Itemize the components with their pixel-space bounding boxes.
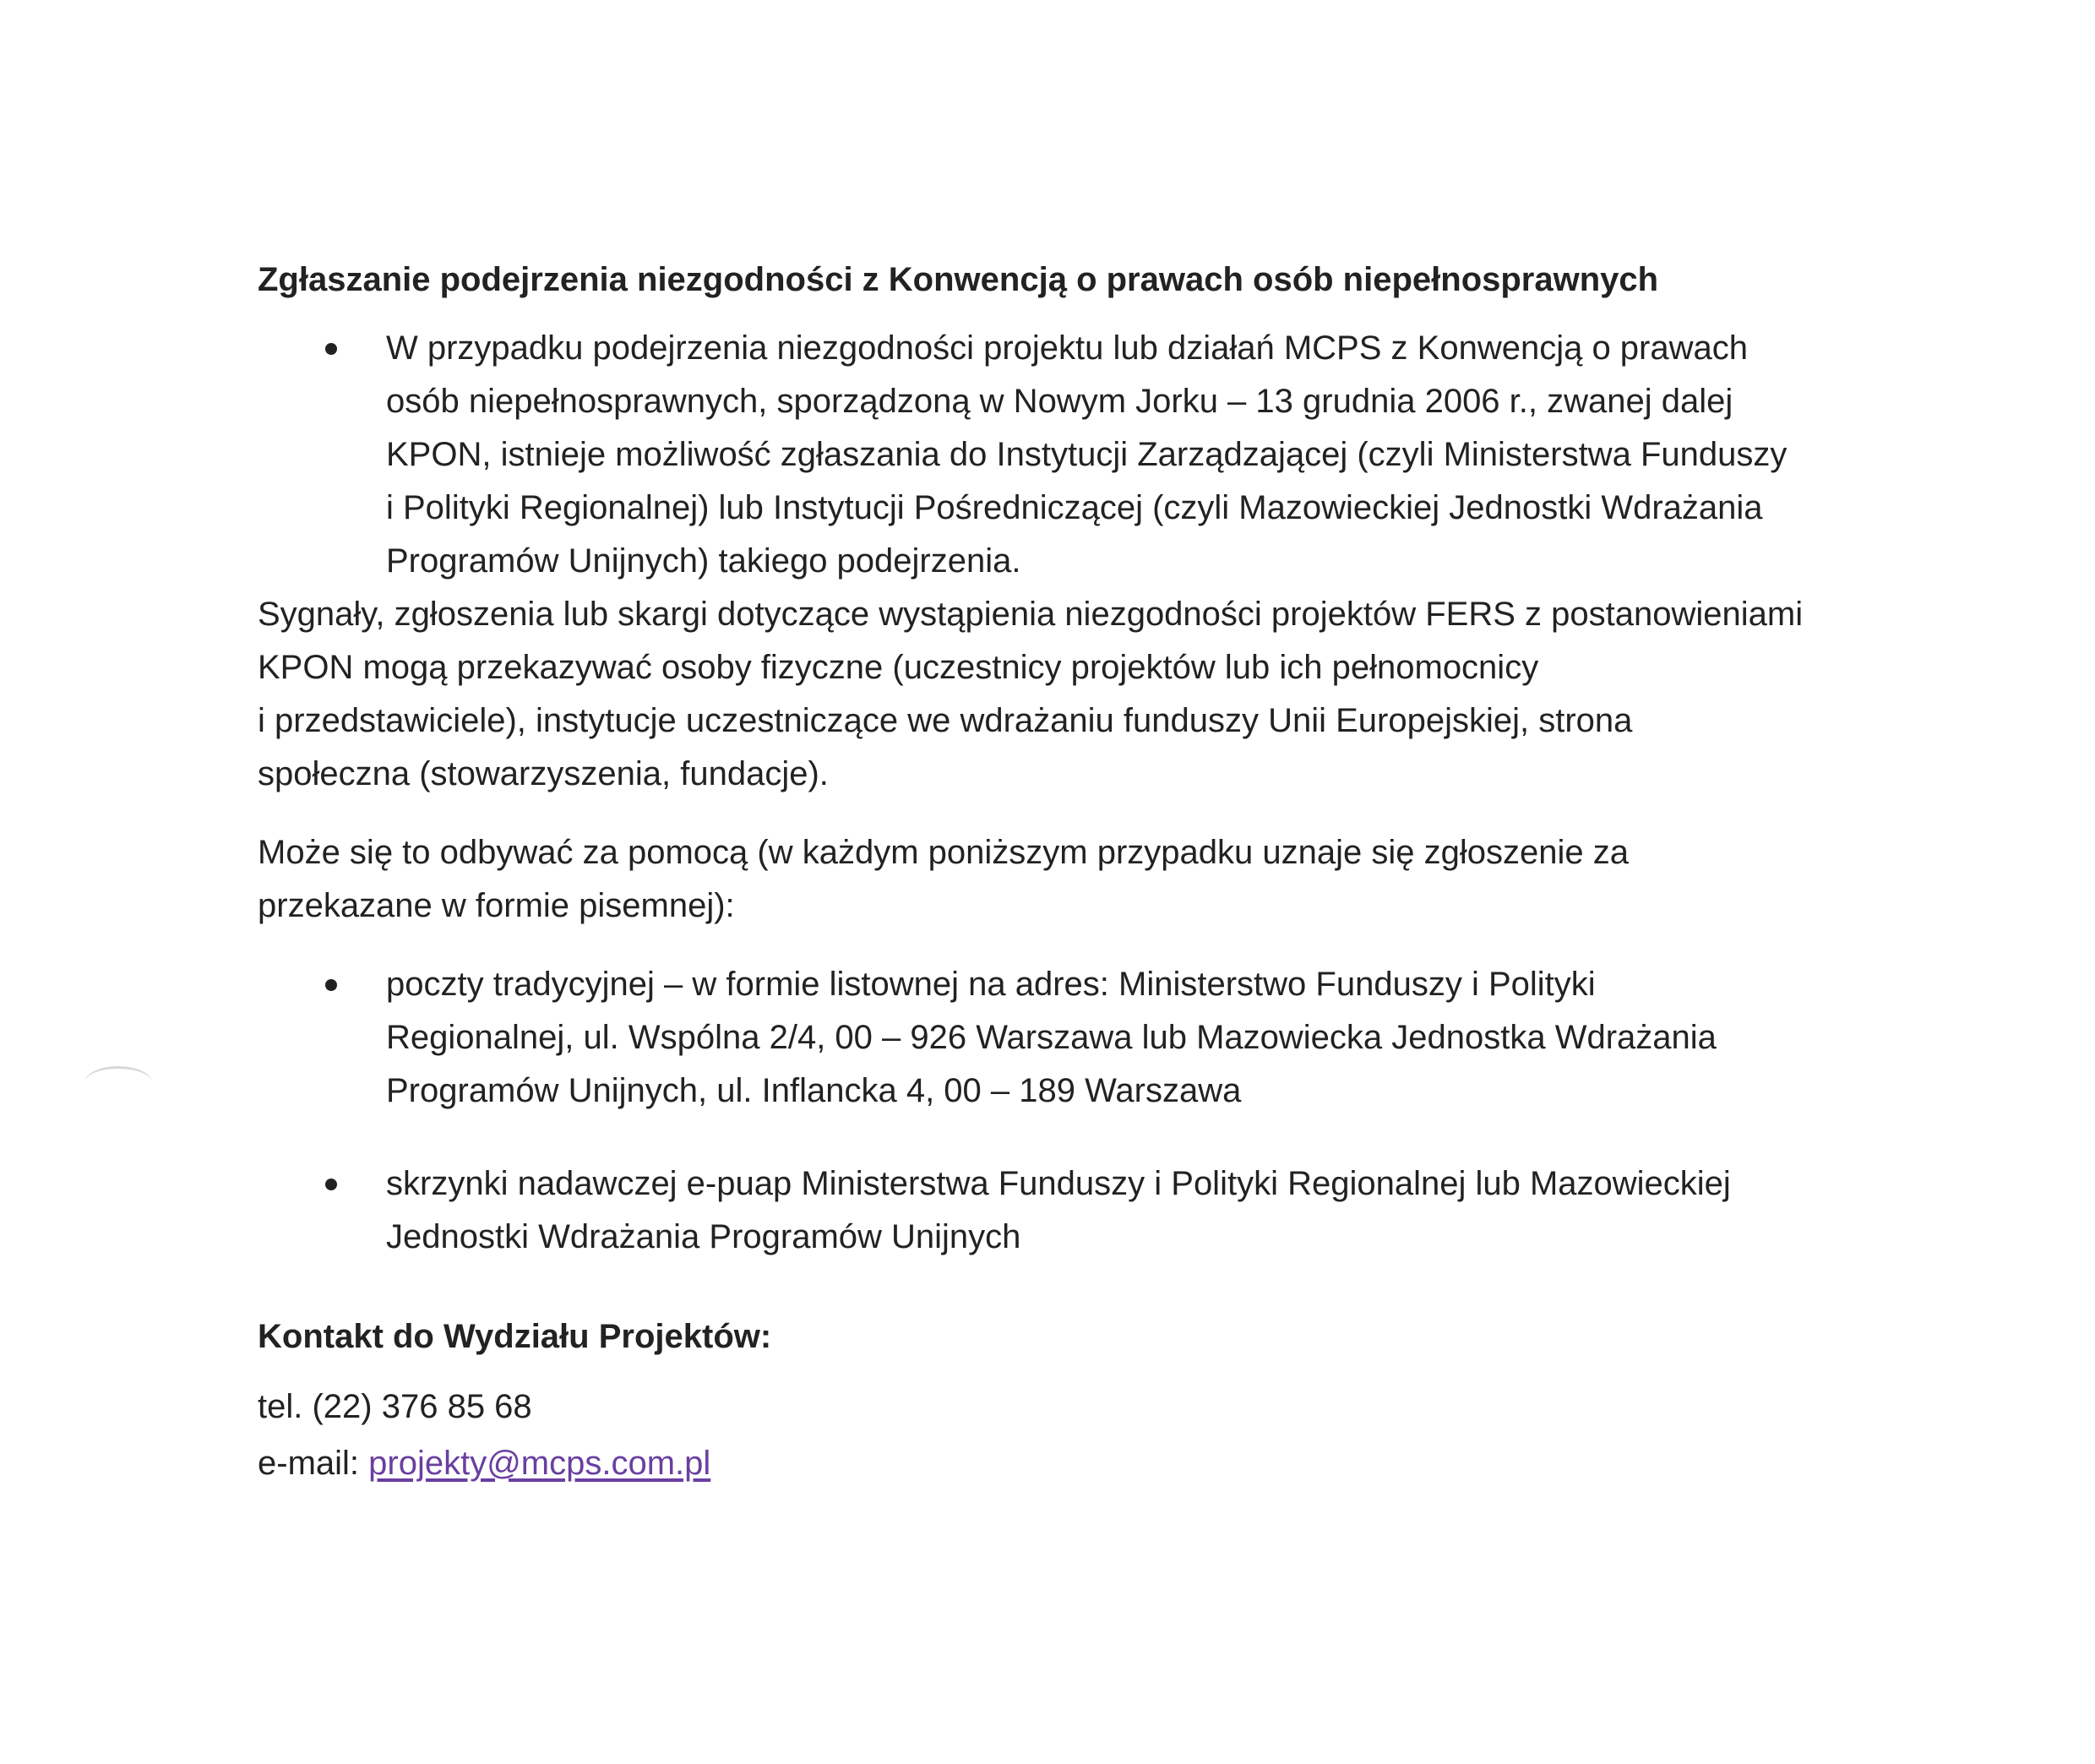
text-line: przekazane w formie pisemnej): — [258, 887, 735, 924]
text-line: Może się to odbywać za pomocą (w każdym poniższym przypadku uznaje się zgłoszenie za — [258, 834, 1629, 871]
bullet-icon — [325, 343, 337, 355]
text-line: KPON mogą przekazywać osoby fizyczne (uczestnicy projektów lub ich pełnomocnicy — [258, 649, 1539, 686]
email-label: e-mail: — [258, 1445, 369, 1482]
contact-section — [258, 1310, 1905, 1492]
bullet-icon — [325, 1179, 337, 1190]
intro-bullet-list — [258, 322, 1905, 588]
contact-email-line — [258, 1435, 1905, 1492]
methods-bullet-list — [258, 958, 1905, 1264]
text-line: Sygnały, zgłoszenia lub skargi dotyczące wystąpienia niezgodności projektów FERS z postanowieniami — [258, 596, 1804, 633]
text-line: W przypadku podejrzenia niezgodności projektu lub działań MCPS z Konwencją o prawach — [386, 329, 1748, 367]
text-line: społeczna (stowarzyszenia, fundacje). — [258, 755, 829, 792]
text-line: poczty tradycyjnej – w formie listownej na adres: Ministerstwo Funduszy i Polityki — [386, 966, 1596, 1003]
section-heading: Zgłaszanie podejrzenia niezgodności z Konwencją o prawach osób niepełnosprawnych — [258, 261, 1659, 298]
text-line: i przedstawiciele), instytucje uczestniczące we wdrażaniu funduszy Unii Europejskiej, strona — [258, 702, 1633, 739]
text-line: Regionalnej, ul. Wspólna 2/4, 00 – 926 Warszawa lub Mazowiecka Jednostka Wdrażania — [386, 1019, 1717, 1056]
email-link[interactable]: projekty@mcps.com.pl — [368, 1445, 711, 1482]
document-page — [258, 253, 1905, 1492]
text-line: skrzynki nadawczej e-puap Ministerstwa Funduszy i Polityki Regionalnej lub Mazowieckiej — [386, 1165, 1731, 1202]
methods-paragraph — [258, 826, 1905, 933]
signals-paragraph — [258, 588, 1905, 801]
text-line: osób niepełnosprawnych, sporządzoną w Nowym Jorku – 13 grudnia 2006 r., zwanej dalej — [386, 383, 1733, 420]
bullet-icon — [325, 979, 337, 991]
text-line: KPON, istnieje możliwość zgłaszania do Instytucji Zarządzającej (czyli Ministerstwa Funduszy — [386, 436, 1788, 473]
intro-bullet-item — [258, 322, 1905, 588]
scan-artifact-mark — [84, 1066, 152, 1099]
contact-heading: Kontakt do Wydziału Projektów: — [258, 1318, 772, 1355]
method-item-post — [258, 958, 1905, 1118]
text-line: Jednostki Wdrażania Programów Unijnych — [386, 1218, 1021, 1255]
method-item-epuap — [258, 1157, 1905, 1264]
text-line: i Polityki Regionalnej) lub Instytucji Pośredniczącej (czyli Mazowieckiej Jednostki Wdrażania — [386, 489, 1763, 526]
text-line: Programów Unijnych) takiego podejrzenia. — [386, 542, 1021, 580]
contact-phone: tel. (22) 376 85 68 — [258, 1388, 532, 1425]
text-line: Programów Unijnych, ul. Inflancka 4, 00 – 189 Warszawa — [386, 1072, 1242, 1109]
